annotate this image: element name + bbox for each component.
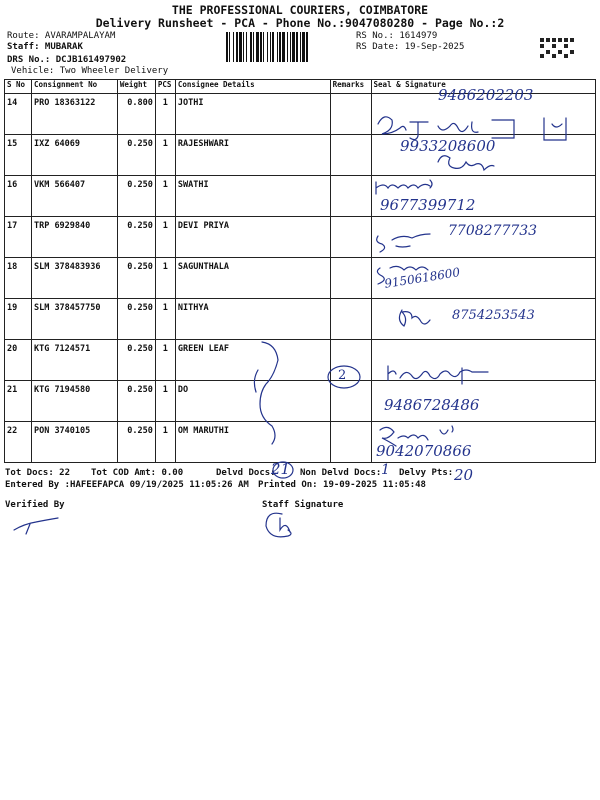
- row-consignment: SLM 378483936: [31, 258, 117, 299]
- non-delivered-docs-label: Non Delvd Docs:: [300, 468, 382, 478]
- row-consignee: OM MARUTHI: [175, 422, 330, 463]
- entered-by: Entered By :HAFEEFAPCA 09/19/2025 11:05:26 AM: [5, 480, 249, 490]
- verified-by-signature: [14, 518, 58, 534]
- remark-circle: [328, 366, 360, 388]
- signature-row-22: [380, 426, 453, 446]
- handwritten-delivery-points: 20: [454, 466, 474, 484]
- row-sno: 18: [5, 258, 32, 299]
- column-header-remarks: Remarks: [330, 80, 371, 94]
- column-header-seal: Seal & Signature: [371, 80, 595, 94]
- row-consignee: DO: [175, 381, 330, 422]
- row-consignee: SAGUNTHALA: [175, 258, 330, 299]
- row-weight: 0.250: [117, 299, 155, 340]
- row-consignment: SLM 378457750: [31, 299, 117, 340]
- verified-by-label: Verified By: [5, 500, 65, 510]
- row-consignment: KTG 7124571: [31, 340, 117, 381]
- handwritten-phone: 9486728486: [384, 396, 480, 414]
- column-header-consignment: Consignment No: [31, 80, 117, 94]
- row-sno: 21: [5, 381, 32, 422]
- printed-on: Printed On: 19-09-2025 11:05:48: [258, 480, 426, 490]
- row-consignment: IXZ 64069: [31, 135, 117, 176]
- row-consignment: KTG 7194580: [31, 381, 117, 422]
- column-header-weight: Weight: [117, 80, 155, 94]
- staff-signature: [266, 513, 291, 537]
- row-pcs: 1: [155, 258, 175, 299]
- handwritten-phone: 9677399712: [380, 196, 476, 214]
- column-header-consignee: Consignee Details: [175, 80, 330, 94]
- drs-number: DRS No.: DCJB161497902: [7, 55, 127, 65]
- row-weight: 0.250: [117, 258, 155, 299]
- signature-row-17: [377, 234, 430, 252]
- row-pcs: 1: [155, 176, 175, 217]
- delivery-points-label: Delvy Pts:: [399, 468, 454, 478]
- row-consignment: TRP 6929840: [31, 217, 117, 258]
- handwritten-delivered-count: 21: [271, 460, 291, 478]
- rs-date: RS Date: 19-Sep-2025: [356, 42, 465, 52]
- route: Route: AVARAMPALAYAM: [7, 31, 116, 41]
- row-weight: 0.250: [117, 176, 155, 217]
- row-pcs: 1: [155, 340, 175, 381]
- handwritten-remark: 2: [338, 368, 347, 383]
- staff: Staff: MUBARAK: [7, 42, 83, 52]
- staff-signature-label: Staff Signature: [262, 500, 344, 510]
- delivered-docs-label: Delvd Docs:: [216, 468, 276, 478]
- handwritten-phone: 9150618600: [383, 265, 461, 291]
- bracket-rows-20-22: [254, 342, 278, 444]
- row-sno: 20: [5, 340, 32, 381]
- column-header-pcs: PCS: [155, 80, 175, 94]
- row-consignee: NITHYA: [175, 299, 330, 340]
- row-pcs: 1: [155, 135, 175, 176]
- row-sno: 14: [5, 94, 32, 135]
- row-consignee: DEVI PRIYA: [175, 217, 330, 258]
- row-consignee: JOTHI: [175, 94, 330, 135]
- row-consignment: PRO 18363122: [31, 94, 117, 135]
- row-sno: 16: [5, 176, 32, 217]
- row-consignment: VKM 566407: [31, 176, 117, 217]
- row-sno: 17: [5, 217, 32, 258]
- signature-row-19: [399, 310, 430, 326]
- column-header-sno: S No: [5, 80, 32, 94]
- row-weight: 0.250: [117, 135, 155, 176]
- page-subtitle: Delivery Runsheet - PCA - Phone No.:9047080280 - Page No.:2: [95, 16, 505, 30]
- total-cod-amount: Tot COD Amt: 0.00: [91, 468, 184, 478]
- handwritten-phone: 9486202203: [438, 86, 534, 104]
- row-consignee: RAJESHWARI: [175, 135, 330, 176]
- rs-number: RS No.: 1614979: [356, 31, 438, 41]
- row-weight: 0.250: [117, 340, 155, 381]
- handwritten-non-delivered-count: 1: [381, 462, 390, 478]
- row-pcs: 1: [155, 217, 175, 258]
- signature-row-21: [388, 366, 488, 384]
- row-sno: 19: [5, 299, 32, 340]
- page-title: THE PROFESSIONAL COURIERS, COIMBATORE: [171, 3, 429, 17]
- handwritten-phone: 9042070866: [376, 442, 472, 460]
- row-weight: 0.800: [117, 94, 155, 135]
- delivered-count-circle: [273, 462, 293, 478]
- handwritten-phone: 8754253543: [452, 308, 535, 323]
- handwritten-phone: 7708277733: [448, 223, 538, 239]
- row-pcs: 1: [155, 299, 175, 340]
- row-weight: 0.250: [117, 381, 155, 422]
- row-weight: 0.250: [117, 422, 155, 463]
- row-pcs: 1: [155, 94, 175, 135]
- row-consignee: SWATHI: [175, 176, 330, 217]
- signature-row-15: [378, 117, 566, 140]
- signature-row-16: [376, 180, 432, 194]
- handwritten-phone: 9933208600: [400, 137, 496, 155]
- row-sno: 22: [5, 422, 32, 463]
- row-consignment: PON 3740105: [31, 422, 117, 463]
- row-weight: 0.250: [117, 217, 155, 258]
- vehicle: Vehicle: Two Wheeler Delivery: [11, 66, 169, 76]
- row-sno: 15: [5, 135, 32, 176]
- signature-row-18: [377, 266, 428, 284]
- row-pcs: 1: [155, 381, 175, 422]
- total-docs: Tot Docs: 22: [5, 468, 71, 478]
- signature-row-15b: [438, 156, 494, 170]
- row-consignee: GREEN LEAF: [175, 340, 330, 381]
- row-pcs: 1: [155, 422, 175, 463]
